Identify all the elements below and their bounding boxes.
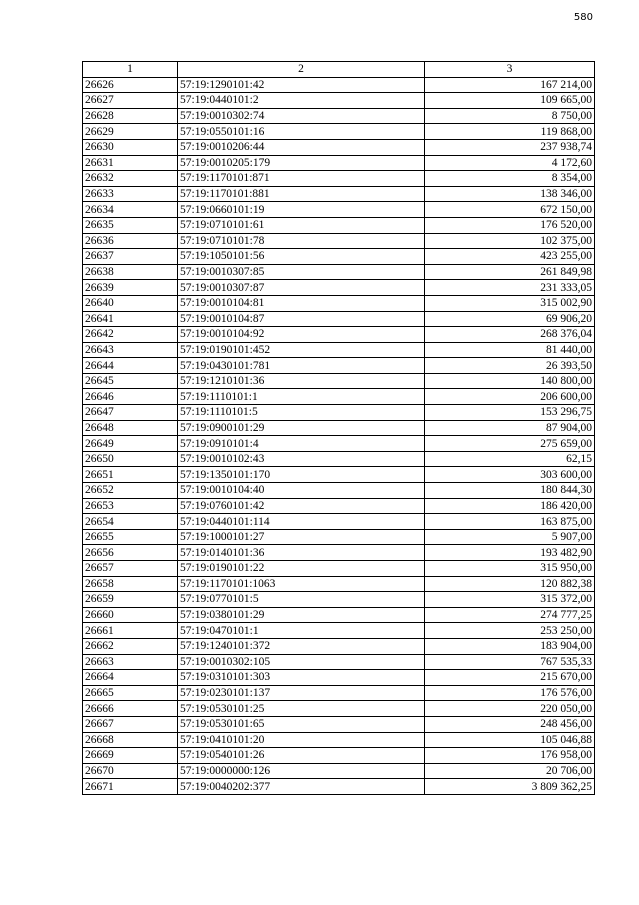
table-row	[83, 77, 595, 93]
cadastral-number-cell: 57:19:0470101:1	[178, 623, 425, 639]
amount-cell: 303 600,00	[425, 467, 595, 483]
amount-cell: 186 420,00	[425, 498, 595, 514]
table-row	[83, 420, 595, 436]
table-row	[83, 233, 595, 249]
amount-cell: 180 844,30	[425, 483, 595, 499]
amount-cell: 215 670,00	[425, 670, 595, 686]
amount-cell: 119 868,00	[425, 124, 595, 140]
amount-cell: 183 904,00	[425, 638, 595, 654]
cadastral-number-cell: 57:19:0010307:87	[178, 280, 425, 296]
column-header-1: 1	[83, 62, 178, 78]
row-number-cell: 26654	[83, 514, 178, 530]
row-number-cell: 26648	[83, 420, 178, 436]
table-row	[83, 498, 595, 514]
table-row	[83, 623, 595, 639]
row-number-cell: 26661	[83, 623, 178, 639]
row-number-cell: 26639	[83, 280, 178, 296]
row-number-cell: 26671	[83, 779, 178, 795]
amount-cell: 105 046,88	[425, 732, 595, 748]
table-row	[83, 405, 595, 421]
cadastral-number-cell: 57:19:0190101:452	[178, 342, 425, 358]
table-row	[83, 763, 595, 779]
page-number: 580	[573, 12, 593, 23]
cadastral-number-cell: 57:19:1290101:42	[178, 77, 425, 93]
table-row	[83, 748, 595, 764]
row-number-cell: 26650	[83, 451, 178, 467]
cadastral-number-cell: 57:19:0230101:137	[178, 685, 425, 701]
row-number-cell: 26642	[83, 327, 178, 343]
row-number-cell: 26657	[83, 561, 178, 577]
amount-cell: 109 665,00	[425, 93, 595, 109]
cadastral-number-cell: 57:19:0440101:2	[178, 93, 425, 109]
row-number-cell: 26662	[83, 638, 178, 654]
amount-cell: 315 372,00	[425, 592, 595, 608]
row-number-cell: 26641	[83, 311, 178, 327]
row-number-cell: 26644	[83, 358, 178, 374]
amount-cell: 672 150,00	[425, 202, 595, 218]
cadastral-number-cell: 57:19:0010104:40	[178, 483, 425, 499]
row-number-cell: 26627	[83, 93, 178, 109]
amount-cell: 140 800,00	[425, 373, 595, 389]
amount-cell: 275 659,00	[425, 436, 595, 452]
cadastral-number-cell: 57:19:0010104:87	[178, 311, 425, 327]
table-row	[83, 124, 595, 140]
row-number-cell: 26626	[83, 77, 178, 93]
cadastral-number-cell: 57:19:0040202:377	[178, 779, 425, 795]
cadastral-number-cell: 57:19:0410101:20	[178, 732, 425, 748]
cadastral-number-cell: 57:19:0010205:179	[178, 155, 425, 171]
row-number-cell: 26669	[83, 748, 178, 764]
amount-cell: 5 907,00	[425, 529, 595, 545]
table-row	[83, 436, 595, 452]
cadastral-number-cell: 57:19:0710101:61	[178, 217, 425, 233]
amount-cell: 767 535,33	[425, 654, 595, 670]
amount-cell: 62,15	[425, 451, 595, 467]
table-row	[83, 545, 595, 561]
cadastral-number-cell: 57:19:0760101:42	[178, 498, 425, 514]
row-number-cell: 26643	[83, 342, 178, 358]
table-row	[83, 685, 595, 701]
table-row	[83, 451, 595, 467]
cadastral-number-cell: 57:19:0440101:114	[178, 514, 425, 530]
table-row	[83, 342, 595, 358]
amount-cell: 231 333,05	[425, 280, 595, 296]
amount-cell: 26 393,50	[425, 358, 595, 374]
row-number-cell: 26628	[83, 108, 178, 124]
row-number-cell: 26645	[83, 373, 178, 389]
cadastral-number-cell: 57:19:1110101:1	[178, 389, 425, 405]
table-row	[83, 295, 595, 311]
table-row	[83, 249, 595, 265]
cadastral-number-cell: 57:19:1210101:36	[178, 373, 425, 389]
row-number-cell: 26651	[83, 467, 178, 483]
amount-cell: 69 906,20	[425, 311, 595, 327]
row-number-cell: 26640	[83, 295, 178, 311]
table-row	[83, 311, 595, 327]
cadastral-number-cell: 57:19:0550101:16	[178, 124, 425, 140]
amount-cell: 8 354,00	[425, 171, 595, 187]
table-row	[83, 139, 595, 155]
cadastral-number-cell: 57:19:0430101:781	[178, 358, 425, 374]
amount-cell: 176 576,00	[425, 685, 595, 701]
row-number-cell: 26632	[83, 171, 178, 187]
amount-cell: 268 376,04	[425, 327, 595, 343]
row-number-cell: 26668	[83, 732, 178, 748]
cadastral-number-cell: 57:19:0530101:65	[178, 716, 425, 732]
cadastral-number-cell: 57:19:0000000:126	[178, 763, 425, 779]
amount-cell: 193 482,90	[425, 545, 595, 561]
cadastral-number-cell: 57:19:0900101:29	[178, 420, 425, 436]
table-row	[83, 716, 595, 732]
cadastral-number-cell: 57:19:0710101:78	[178, 233, 425, 249]
amount-cell: 20 706,00	[425, 763, 595, 779]
table-row	[83, 779, 595, 795]
table-row	[83, 217, 595, 233]
table-row	[83, 701, 595, 717]
amount-cell: 8 750,00	[425, 108, 595, 124]
row-number-cell: 26658	[83, 576, 178, 592]
cadastral-number-cell: 57:19:0010307:85	[178, 264, 425, 280]
amount-cell: 176 958,00	[425, 748, 595, 764]
cadastral-number-cell: 57:19:0010102:43	[178, 451, 425, 467]
row-number-cell: 26647	[83, 405, 178, 421]
row-number-cell: 26646	[83, 389, 178, 405]
row-number-cell: 26636	[83, 233, 178, 249]
table-row	[83, 358, 595, 374]
row-number-cell: 26649	[83, 436, 178, 452]
row-number-cell: 26631	[83, 155, 178, 171]
row-number-cell: 26656	[83, 545, 178, 561]
table-row	[83, 186, 595, 202]
amount-cell: 220 050,00	[425, 701, 595, 717]
table-row	[83, 389, 595, 405]
amount-cell: 237 938,74	[425, 139, 595, 155]
amount-cell: 423 255,00	[425, 249, 595, 265]
cadastral-number-cell: 57:19:0010104:81	[178, 295, 425, 311]
cadastral-number-cell: 57:19:1350101:170	[178, 467, 425, 483]
row-number-cell: 26659	[83, 592, 178, 608]
cadastral-number-cell: 57:19:0380101:29	[178, 607, 425, 623]
amount-cell: 167 214,00	[425, 77, 595, 93]
table-row	[83, 638, 595, 654]
amount-cell: 315 950,00	[425, 561, 595, 577]
cadastral-number-cell: 57:19:0910101:4	[178, 436, 425, 452]
table-row	[83, 467, 595, 483]
table-row	[83, 514, 595, 530]
cadastral-number-cell: 57:19:0310101:303	[178, 670, 425, 686]
row-number-cell: 26637	[83, 249, 178, 265]
table-row	[83, 561, 595, 577]
amount-cell: 274 777,25	[425, 607, 595, 623]
row-number-cell: 26634	[83, 202, 178, 218]
row-number-cell: 26633	[83, 186, 178, 202]
amount-cell: 176 520,00	[425, 217, 595, 233]
cadastral-number-cell: 57:19:0190101:22	[178, 561, 425, 577]
cadastral-number-cell: 57:19:0660101:19	[178, 202, 425, 218]
amount-cell: 206 600,00	[425, 389, 595, 405]
cadastral-number-cell: 57:19:0010206:44	[178, 139, 425, 155]
row-number-cell: 26653	[83, 498, 178, 514]
cadastral-number-cell: 57:19:1240101:372	[178, 638, 425, 654]
table-row	[83, 607, 595, 623]
data-table	[82, 61, 595, 795]
table-row	[83, 654, 595, 670]
row-number-cell: 26652	[83, 483, 178, 499]
table-row	[83, 576, 595, 592]
cadastral-number-cell: 57:19:0540101:26	[178, 748, 425, 764]
table-row	[83, 171, 595, 187]
cadastral-number-cell: 57:19:0010104:92	[178, 327, 425, 343]
cadastral-number-cell: 57:19:1110101:5	[178, 405, 425, 421]
column-header-2: 2	[178, 62, 425, 78]
amount-cell: 261 849,98	[425, 264, 595, 280]
amount-cell: 102 375,00	[425, 233, 595, 249]
table-row	[83, 529, 595, 545]
row-number-cell: 26635	[83, 217, 178, 233]
table-row	[83, 327, 595, 343]
row-number-cell: 26630	[83, 139, 178, 155]
row-number-cell: 26629	[83, 124, 178, 140]
row-number-cell: 26655	[83, 529, 178, 545]
amount-cell: 315 002,90	[425, 295, 595, 311]
row-number-cell: 26660	[83, 607, 178, 623]
table-row	[83, 592, 595, 608]
cadastral-number-cell: 57:19:0010302:74	[178, 108, 425, 124]
amount-cell: 153 296,75	[425, 405, 595, 421]
cadastral-number-cell: 57:19:1170101:871	[178, 171, 425, 187]
row-number-cell: 26663	[83, 654, 178, 670]
row-number-cell: 26638	[83, 264, 178, 280]
table-body	[83, 77, 595, 794]
table-row	[83, 670, 595, 686]
row-number-cell: 26665	[83, 685, 178, 701]
cadastral-number-cell: 57:19:0140101:36	[178, 545, 425, 561]
amount-cell: 163 875,00	[425, 514, 595, 530]
row-number-cell: 26670	[83, 763, 178, 779]
table-header-row	[83, 62, 595, 78]
table-row	[83, 93, 595, 109]
column-header-3: 3	[425, 62, 595, 78]
row-number-cell: 26664	[83, 670, 178, 686]
cadastral-number-cell: 57:19:1000101:27	[178, 529, 425, 545]
amount-cell: 3 809 362,25	[425, 779, 595, 795]
amount-cell: 87 904,00	[425, 420, 595, 436]
cadastral-number-cell: 57:19:0770101:5	[178, 592, 425, 608]
cadastral-number-cell: 57:19:0010302:105	[178, 654, 425, 670]
amount-cell: 138 346,00	[425, 186, 595, 202]
table-row	[83, 732, 595, 748]
amount-cell: 120 882,38	[425, 576, 595, 592]
table-row	[83, 280, 595, 296]
table-row	[83, 202, 595, 218]
table-row	[83, 108, 595, 124]
cadastral-number-cell: 57:19:1170101:881	[178, 186, 425, 202]
amount-cell: 81 440,00	[425, 342, 595, 358]
row-number-cell: 26667	[83, 716, 178, 732]
table-row	[83, 155, 595, 171]
row-number-cell: 26666	[83, 701, 178, 717]
amount-cell: 248 456,00	[425, 716, 595, 732]
amount-cell: 253 250,00	[425, 623, 595, 639]
cadastral-number-cell: 57:19:1050101:56	[178, 249, 425, 265]
cadastral-number-cell: 57:19:1170101:1063	[178, 576, 425, 592]
cadastral-number-cell: 57:19:0530101:25	[178, 701, 425, 717]
table-row	[83, 373, 595, 389]
table-row	[83, 483, 595, 499]
amount-cell: 4 172,60	[425, 155, 595, 171]
table-row	[83, 264, 595, 280]
